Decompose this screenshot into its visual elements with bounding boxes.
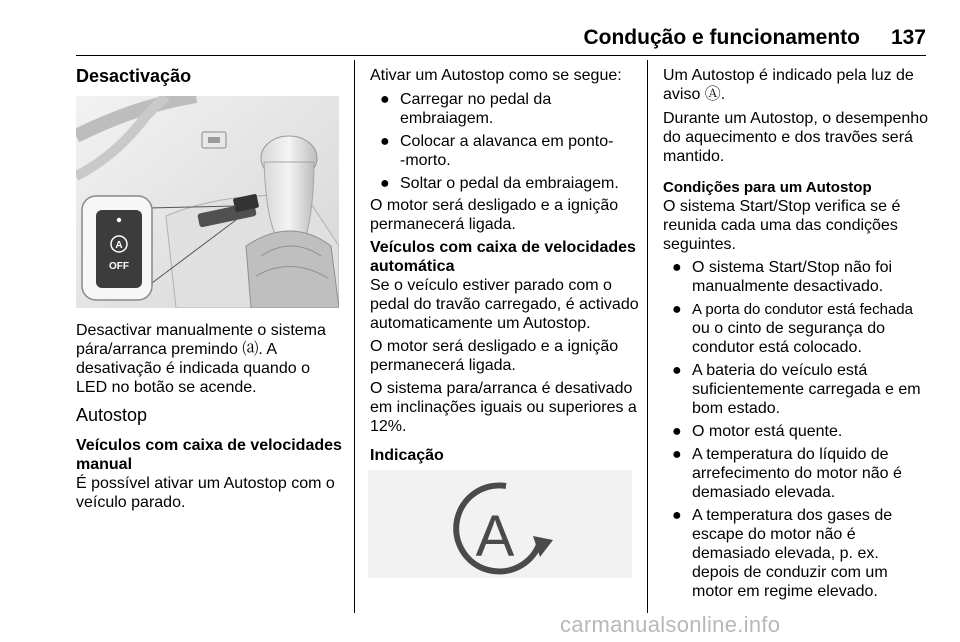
paragraph-line: Ativar um Autostop como se segue:: [370, 67, 622, 84]
bullet-icon: ●: [380, 133, 390, 150]
paragraph-line: LED no botão se acende.: [76, 379, 257, 396]
paragraph-line: em inclinações iguais ou superiores a: [370, 399, 637, 416]
paragraph-line: Se o veículo estiver parado com o: [370, 277, 612, 294]
paragraph-line: seguintes.: [663, 236, 736, 253]
subheading-line: automática: [370, 258, 455, 275]
paragraph-line: aviso Ⓐ.: [663, 86, 726, 103]
subheading-line: manual: [76, 456, 133, 473]
running-header-title: Condução e funcionamento: [583, 26, 860, 49]
paragraph-line: Um Autostop é indicado pela luz de: [663, 67, 914, 84]
indicator-letter: A: [475, 504, 515, 569]
paragraph-line: Desactivar manualmente o sistema: [76, 322, 326, 339]
paragraph-line: do aquecimento e dos travões será: [663, 129, 913, 146]
paragraph-line: permanecerá ligada.: [370, 216, 516, 233]
dashboard-photo: [76, 96, 339, 308]
bullet-icon: ●: [380, 91, 390, 108]
section-heading-desactivacao: Desactivação: [76, 66, 192, 86]
watermark: carmanualsonline.info: [560, 612, 781, 637]
header-rule: [76, 55, 926, 56]
paragraph-line: automaticamente um Autostop.: [370, 315, 591, 332]
paragraph-line: pedal do travão carregado, é activado: [370, 296, 639, 313]
subheading-line: Veículos com caixa de velocidades: [370, 239, 636, 256]
bullet-icon: ●: [672, 301, 682, 318]
paragraph-line: É possível ativar um Autostop com o: [76, 475, 335, 492]
paragraph-line: O sistema para/arranca é desativado: [370, 380, 633, 397]
paragraph-line: O motor será desligado e a ignição: [370, 197, 619, 214]
paragraph-line: desativação é indicada quando o: [76, 360, 310, 377]
page-number: 137: [890, 26, 926, 49]
paragraph-line: veículo parado.: [76, 494, 186, 511]
paragraph-line: mantido.: [663, 148, 725, 165]
bullet-icon: ●: [380, 175, 390, 192]
section-heading-indicacao: Indicação: [370, 447, 444, 464]
section-heading-autostop: Autostop: [76, 405, 148, 425]
column-divider-1: [354, 60, 355, 613]
paragraph-line: O motor será desligado e a ignição: [370, 338, 619, 355]
bullet-icon: ●: [672, 446, 682, 463]
paragraph-line: permanecerá ligada.: [370, 357, 516, 374]
bullet-icon: ●: [672, 423, 682, 440]
paragraph-line: O sistema Start/Stop verifica se é: [663, 198, 901, 215]
bullet-icon: ●: [672, 362, 682, 379]
paragraph-line: reunida cada uma das condições: [663, 217, 898, 234]
column-divider-2: [647, 60, 648, 613]
subheading-line: Veículos com caixa de velocidades: [76, 437, 342, 454]
paragraph-line: Durante um Autostop, o desempenho: [663, 110, 929, 127]
subheading-condicoes: Condições para um Autostop: [663, 179, 872, 196]
paragraph-line: pára/arranca premindo ⒜. A: [76, 341, 277, 358]
bullet-icon: ●: [672, 507, 682, 524]
autostop-indicator-icon: [368, 470, 632, 578]
paragraph-line: 12%.: [370, 418, 407, 435]
bullet-icon: ●: [672, 259, 682, 276]
svg-text:A: A: [115, 240, 123, 251]
off-button-label: OFF: [109, 261, 129, 272]
